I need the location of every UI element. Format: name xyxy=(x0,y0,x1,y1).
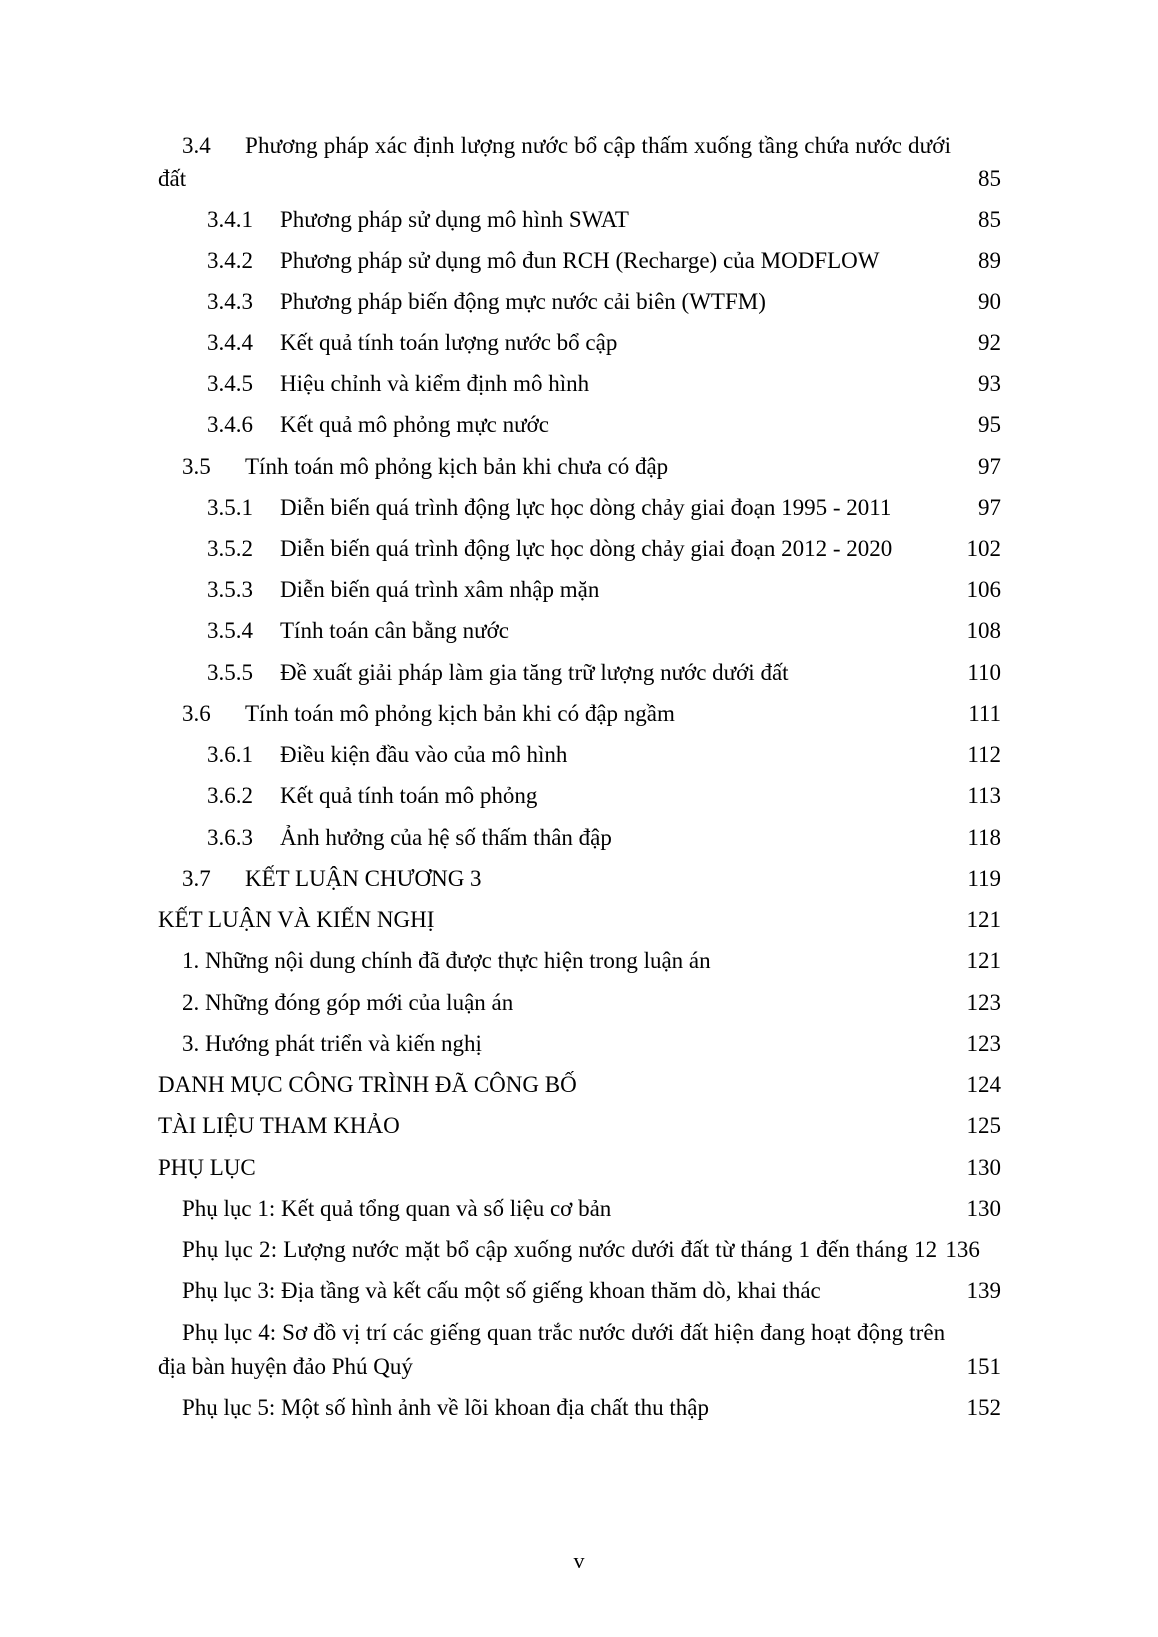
toc-title: Diễn biến quá trình xâm nhập mặn xyxy=(280,577,600,602)
toc-title: DANH MỤC CÔNG TRÌNH ĐÃ CÔNG BỐ xyxy=(158,1072,577,1097)
toc-title: Diễn biến quá trình động lực học dòng chảy giai đoạn 2012 - 2020 xyxy=(280,536,893,561)
toc-title: Diễn biến quá trình động lực học dòng chảy giai đoạn 1995 - 2011 xyxy=(280,495,892,520)
toc-page: 111 xyxy=(968,701,1001,726)
toc-entry-phu-luc[interactable] xyxy=(158,1151,1001,1185)
toc-title: Tính toán mô phỏng kịch bản khi chưa có đập xyxy=(245,454,669,479)
toc-entry-3-7[interactable] xyxy=(182,862,1001,896)
toc-entry-3-6-1[interactable] xyxy=(207,738,1001,772)
toc-num: 3.7 xyxy=(182,866,211,891)
toc-page: 118 xyxy=(967,825,1001,850)
toc-page: 151 xyxy=(966,1354,1001,1379)
toc-num: 3.4.2 xyxy=(207,248,253,273)
toc-entry-phu-luc-4-line2[interactable] xyxy=(158,1350,1001,1384)
toc-entry-ket-luan-3[interactable] xyxy=(182,1027,1001,1061)
toc-title: Hiệu chỉnh và kiểm định mô hình xyxy=(280,371,590,396)
toc-num: 3.5.2 xyxy=(207,536,253,561)
toc-entry-3-6-2[interactable] xyxy=(207,779,1001,813)
toc-page: 89 xyxy=(978,248,1001,273)
toc-entry-3-5-2[interactable] xyxy=(207,532,1001,566)
toc-entry-ket-luan-1[interactable] xyxy=(182,944,1001,978)
toc-page: 130 xyxy=(966,1155,1001,1180)
toc-num: 3.6.1 xyxy=(207,742,253,767)
toc-num: 3.4.6 xyxy=(207,412,253,437)
toc-num: 3.4.5 xyxy=(207,371,253,396)
toc-page: 112 xyxy=(967,742,1001,767)
toc-num: 3.4 xyxy=(182,133,211,158)
toc-title: Phương pháp sử dụng mô hình SWAT xyxy=(280,207,629,232)
toc-title: Phương pháp xác định lượng nước bổ cập thấm xuống tầng chứa nước dưới xyxy=(245,133,952,158)
toc-page: 139 xyxy=(966,1278,1001,1303)
toc-page: 102 xyxy=(966,536,1001,561)
toc-title: Tính toán cân bằng nước xyxy=(280,618,510,643)
toc-page: 92 xyxy=(978,330,1001,355)
toc-title: Phương pháp sử dụng mô đun RCH (Recharge) của MODFLOW xyxy=(280,248,880,273)
toc-page: 113 xyxy=(967,783,1001,808)
toc-entry-ket-luan[interactable] xyxy=(158,903,1001,937)
toc-page: 124 xyxy=(966,1072,1001,1097)
toc-entry-danh-muc[interactable] xyxy=(158,1068,1001,1102)
toc-entry-3-4-6[interactable] xyxy=(207,408,1001,442)
toc-entry-3-4-5[interactable] xyxy=(207,367,1001,401)
toc-title: Phụ lục 1: Kết quả tổng quan và số liệu cơ bản xyxy=(182,1196,612,1221)
toc-page: 97 xyxy=(978,495,1001,520)
toc-entry-3-4-3[interactable] xyxy=(207,285,1001,319)
toc-entry-ket-luan-2[interactable] xyxy=(182,986,1001,1020)
toc-title: Phụ lục 5: Một số hình ảnh về lõi khoan địa chất thu thập xyxy=(182,1395,710,1420)
toc-entry-phu-luc-5[interactable] xyxy=(182,1391,1001,1425)
page-number: v xyxy=(573,1548,585,1573)
toc-entry-3-4-1[interactable] xyxy=(207,203,1001,237)
toc-num: 3.5 xyxy=(182,454,211,479)
toc-page: 110 xyxy=(967,660,1001,685)
toc-page: 85 xyxy=(978,166,1001,191)
toc-num: 3.5.3 xyxy=(207,577,253,602)
toc-title: PHỤ LỤC xyxy=(158,1155,256,1180)
toc-num: 3.6 xyxy=(182,701,211,726)
toc-entry-3-5-1[interactable] xyxy=(207,491,1001,525)
toc-title: Tính toán mô phỏng kịch bản khi có đập ngầm xyxy=(245,701,675,726)
toc-num: 3.5.1 xyxy=(207,495,253,520)
toc-title: 3. Hướng phát triển và kiến nghị xyxy=(182,1031,482,1056)
toc-entry-3-5[interactable] xyxy=(182,450,1001,484)
toc-title: Kết quả mô phỏng mực nước xyxy=(280,412,549,437)
toc-title: 1. Những nội dung chính đã được thực hiện trong luận án xyxy=(182,948,711,973)
toc-page: 85 xyxy=(978,207,1001,232)
toc-num: 3.4.1 xyxy=(207,207,253,232)
toc-title: Kết quả tính toán lượng nước bổ cập xyxy=(280,330,618,355)
toc-title: Phụ lục 2: Lượng nước mặt bổ cập xuống nước dưới đất từ tháng 1 đến tháng 12 xyxy=(182,1237,938,1262)
toc-num: 3.6.2 xyxy=(207,783,253,808)
toc-entry-phu-luc-4-line1[interactable] xyxy=(182,1316,945,1350)
toc-title: 2. Những đóng góp mới của luận án xyxy=(182,990,514,1015)
toc-num: 3.4.4 xyxy=(207,330,253,355)
toc-title: Đề xuất giải pháp làm gia tăng trữ lượng nước dưới đất xyxy=(280,660,789,685)
toc-page: 93 xyxy=(978,371,1001,396)
toc-page: 95 xyxy=(978,412,1001,437)
toc-entry-phu-luc-3[interactable] xyxy=(182,1274,1001,1308)
toc-entry-tai-lieu[interactable] xyxy=(158,1109,1001,1143)
toc-entry-3-5-5[interactable] xyxy=(207,656,1001,690)
toc-title: Phụ lục 3: Địa tầng và kết cấu một số giếng khoan thăm dò, khai thác xyxy=(182,1278,821,1303)
toc-page: 121 xyxy=(966,907,1001,932)
toc-page: 130 xyxy=(966,1196,1001,1221)
toc-title: Kết quả tính toán mô phỏng xyxy=(280,783,538,808)
toc-title: Phương pháp biến động mực nước cải biên (WTFM) xyxy=(280,289,766,314)
toc-title: đất xyxy=(158,166,187,191)
toc-page: 90 xyxy=(978,289,1001,314)
toc-entry-phu-luc-1[interactable] xyxy=(182,1192,1001,1226)
toc-entry-3-4-2[interactable] xyxy=(207,244,1001,278)
toc-num: 3.4.3 xyxy=(207,289,253,314)
toc-page: 97 xyxy=(978,454,1001,479)
toc-num: 3.5.5 xyxy=(207,660,253,685)
toc-entry-phu-luc-2[interactable] xyxy=(182,1233,1001,1267)
toc-entry-3-5-3[interactable] xyxy=(207,573,1001,607)
toc-entry-3-4-line2[interactable] xyxy=(158,162,1001,196)
toc-title: Ảnh hưởng của hệ số thấm thân đập xyxy=(280,825,612,850)
toc-page: 121 xyxy=(966,948,1001,973)
toc-num: 3.6.3 xyxy=(207,825,253,850)
toc-title: địa bàn huyện đảo Phú Quý xyxy=(158,1354,413,1379)
toc-page: 123 xyxy=(966,1031,1001,1056)
toc-page: 152 xyxy=(966,1395,1001,1420)
toc-title: KẾT LUẬN VÀ KIẾN NGHỊ xyxy=(158,907,435,932)
toc-page: 123 xyxy=(966,990,1001,1015)
toc-page: 136 xyxy=(945,1237,980,1262)
toc-page: 119 xyxy=(967,866,1001,891)
toc-title: Phụ lục 4: Sơ đồ vị trí các giếng quan trắc nước dưới đất hiện đang hoạt động trên xyxy=(182,1320,946,1345)
toc-entry-3-6-3[interactable] xyxy=(207,821,1001,855)
toc-entry-3-6[interactable] xyxy=(182,697,1001,731)
toc-entry-3-4-4[interactable] xyxy=(207,326,1001,360)
toc-title: TÀI LIỆU THAM KHẢO xyxy=(158,1113,400,1138)
toc-entry-3-5-4[interactable] xyxy=(207,614,1001,648)
toc-title: KẾT LUẬN CHƯƠNG 3 xyxy=(245,866,482,891)
toc-title: Điều kiện đầu vào của mô hình xyxy=(280,742,568,767)
toc-page: 106 xyxy=(966,577,1001,602)
toc-page: 125 xyxy=(966,1113,1001,1138)
toc-entry-3-4-line1[interactable] xyxy=(182,129,951,163)
toc-page: 108 xyxy=(966,618,1001,643)
toc-num: 3.5.4 xyxy=(207,618,253,643)
